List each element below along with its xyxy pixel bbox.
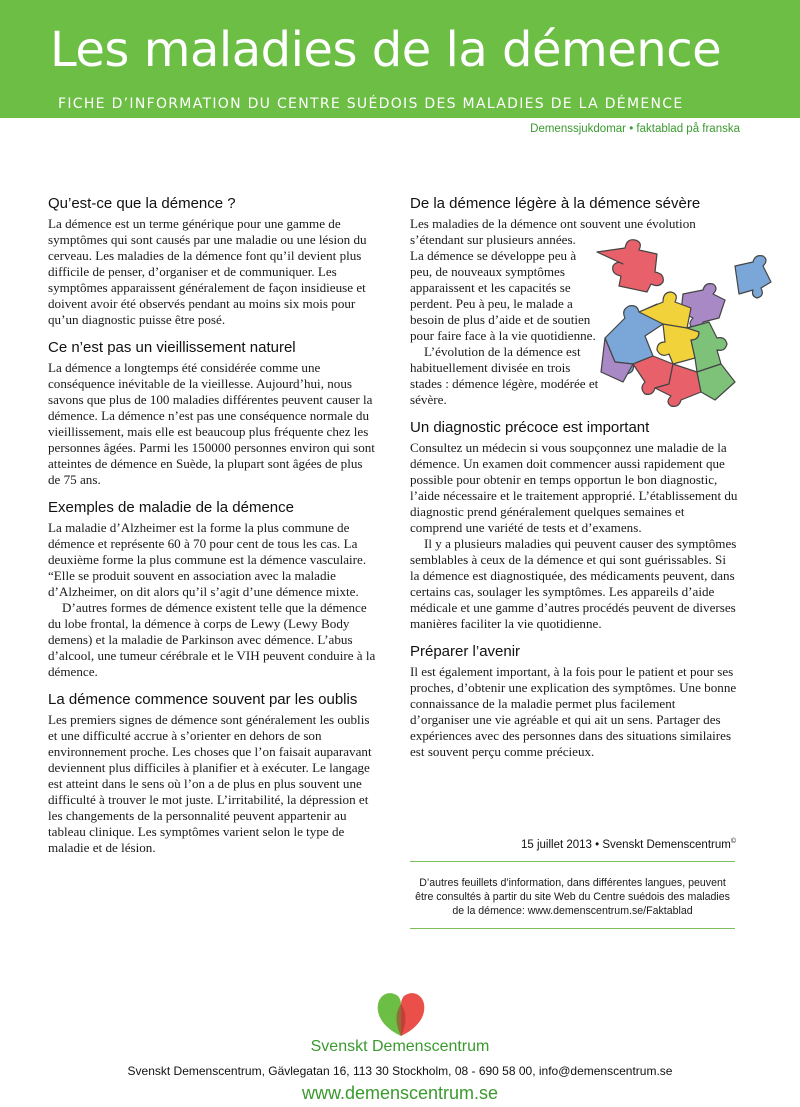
footer-address: Svenskt Demenscentrum, Gävlegatan 16, 113 30 Stockholm, 08 - 690 58 00, info@demenscentrum.se xyxy=(127,1064,673,1078)
left-column xyxy=(48,195,376,867)
section-body: Il y a plusieurs maladies qui peuvent causer des symptômes semblables à ceux de la démence et qui sont guérissables. Si la démence est diagnostiquée, des médicaments peuvent, dans certains cas, soulager les symptômes. Les appareils d’aide médicale et une gamme d’autres procédés peuvent de diverses manières faciliter la vie quotidienne. xyxy=(410,536,737,631)
info-text: D’autres feuillets d’information, dans différentes langues, peuvent être consultés à partir du site Web du Centre suédois des maladies de la démence: www.demenscentrum.se/Faktablad xyxy=(415,877,730,917)
section-body: La démence est un terme générique pour une gamme de symptômes qui sont causés par une maladie ou une lésion du cerveau. Les maladies de la démence font qu’il devient plus difficile de penser, d’organiser et de communiquer. Les symptômes apparaissent généralement de façon insidieuse et doivent avoir été observés pendant au moins six mois pour qu’un diagnostic puisse être posé. xyxy=(48,216,367,327)
section-not-natural-aging xyxy=(48,339,376,488)
section-heading: Préparer l’avenir xyxy=(410,643,521,660)
organization-name: Svenskt Demenscentrum xyxy=(310,1038,490,1055)
section-heading: Ce n’est pas un vieillissement naturel xyxy=(48,339,296,356)
section-what-is-dementia xyxy=(48,195,376,328)
page-subtitle: FICHE D’INFORMATION DU CENTRE SUÉDOIS DES MALADIES DE LA DÉMENCE xyxy=(58,96,684,112)
section-prepare-future xyxy=(410,643,738,760)
section-early-diagnosis xyxy=(410,419,738,632)
section-body: D’autres formes de démence existent telle que la démence du lobe frontal, la démence à corps de Lewy (Lewy Body demens) et la maladie de Parkinson avec démence. L’abus d’alcool, une tumeur cérébrale et le VIH peuvent conduire à la démence. xyxy=(48,600,376,679)
header-banner xyxy=(0,0,800,118)
section-body: Les premiers signes de démence sont généralement les oublis et une difficulté accrue à s’orienter en dehors de son environnement proche. Les choses que l’on faisait auparavant deviennent plus difficiles à planifier et à exécuter. Le langage est atteint dans le sens où l’on a de plus en plus souvent une difficulté à trouver le mot juste. L’irritabilité, la dépression et les changements de la personnalité peuvent appartenir au tableau clinique. Les symptômes varient selon le type de maladie et de lésion. xyxy=(48,712,372,855)
section-heading: De la démence légère à la démence sévère xyxy=(410,195,701,212)
section-body: Il est également important, à la fois pour le patient et pour ses proches, d’obtenir une explication des symptômes. Une bonne connaissance de la maladie permet plus facilement d’organiser une vie agréable et qui ait un sens. Partager des expériences avec des personnes dans des situations similaires est souvent perçu comme précieux. xyxy=(410,664,737,759)
section-heading: Exemples de maladie de la démence xyxy=(48,499,294,516)
section-forgetfulness xyxy=(48,691,376,856)
footer-url[interactable]: www.demenscentrum.se xyxy=(301,1083,499,1103)
tagline: Demenssjukdomar • faktablad på franska xyxy=(530,123,740,135)
heart-leaves-logo-icon xyxy=(374,988,428,1038)
section-body: L’évolution de la démence est habituellement divisée en trois stades : démence légère, modérée et sévère. xyxy=(410,344,599,407)
page-title: Les maladies de la démence xyxy=(50,22,722,78)
publication-date: 15 juillet 2013 • Svenskt Demenscentrum© xyxy=(520,838,736,851)
section-body: La démence se développe peu à peu, de nouveaux symptômes apparaissent et les capacités se perdent. Peu à peu, le malade a besoin de plus d’aide et de soutien pour faire face à la vie quotidienne. xyxy=(410,248,596,343)
section-body: Consultez un médecin si vous soupçonnez une maladie de la démence. Un examen doit commencer aussi rapidement que possible pour obtenir en temps opportun le bon diagnostic, l’aide nécessaire et le traitement approprié. L’établissement du diagnostic prend généralement quelques semaines et comprend une variété de tests et d’examens. xyxy=(410,440,738,535)
section-body: La maladie d’Alzheimer est la forme la plus commune de démence et représente 60 à 70 pour cent de tous les cas. La deuxième forme la plus commune est la démence vasculaire. “Elle se produit souvent en association avec la maladie d’Alzheimer, on dit alors qu’il s’agit d’une démence mixte. xyxy=(48,520,367,599)
section-heading: La démence commence souvent par les oublis xyxy=(48,691,358,708)
section-examples xyxy=(48,499,376,680)
section-heading: Un diagnostic précoce est important xyxy=(410,419,650,436)
section-body: Les maladies de la démence ont souvent une évolution s’étendant sur plusieurs années. xyxy=(410,216,696,247)
puzzle-illustration xyxy=(585,232,775,417)
info-box xyxy=(410,861,735,929)
section-heading: Qu’est-ce que la démence ? xyxy=(48,195,236,212)
section-body: La démence a longtemps été considérée comme une conséquence inévitable de la vieillesse. Aujourd’hui, nous savons que plus de 100 maladies différentes peuvent causer la démence. La démence n’est pas une conséquence normale du vieillissement, mais elle est beaucoup plus fréquente chez les personnes âgées. Parmi les 150000 personnes environ qui sont atteintes de démence en Suède, la plupart sont âgées de plus de 75 ans. xyxy=(48,360,375,487)
